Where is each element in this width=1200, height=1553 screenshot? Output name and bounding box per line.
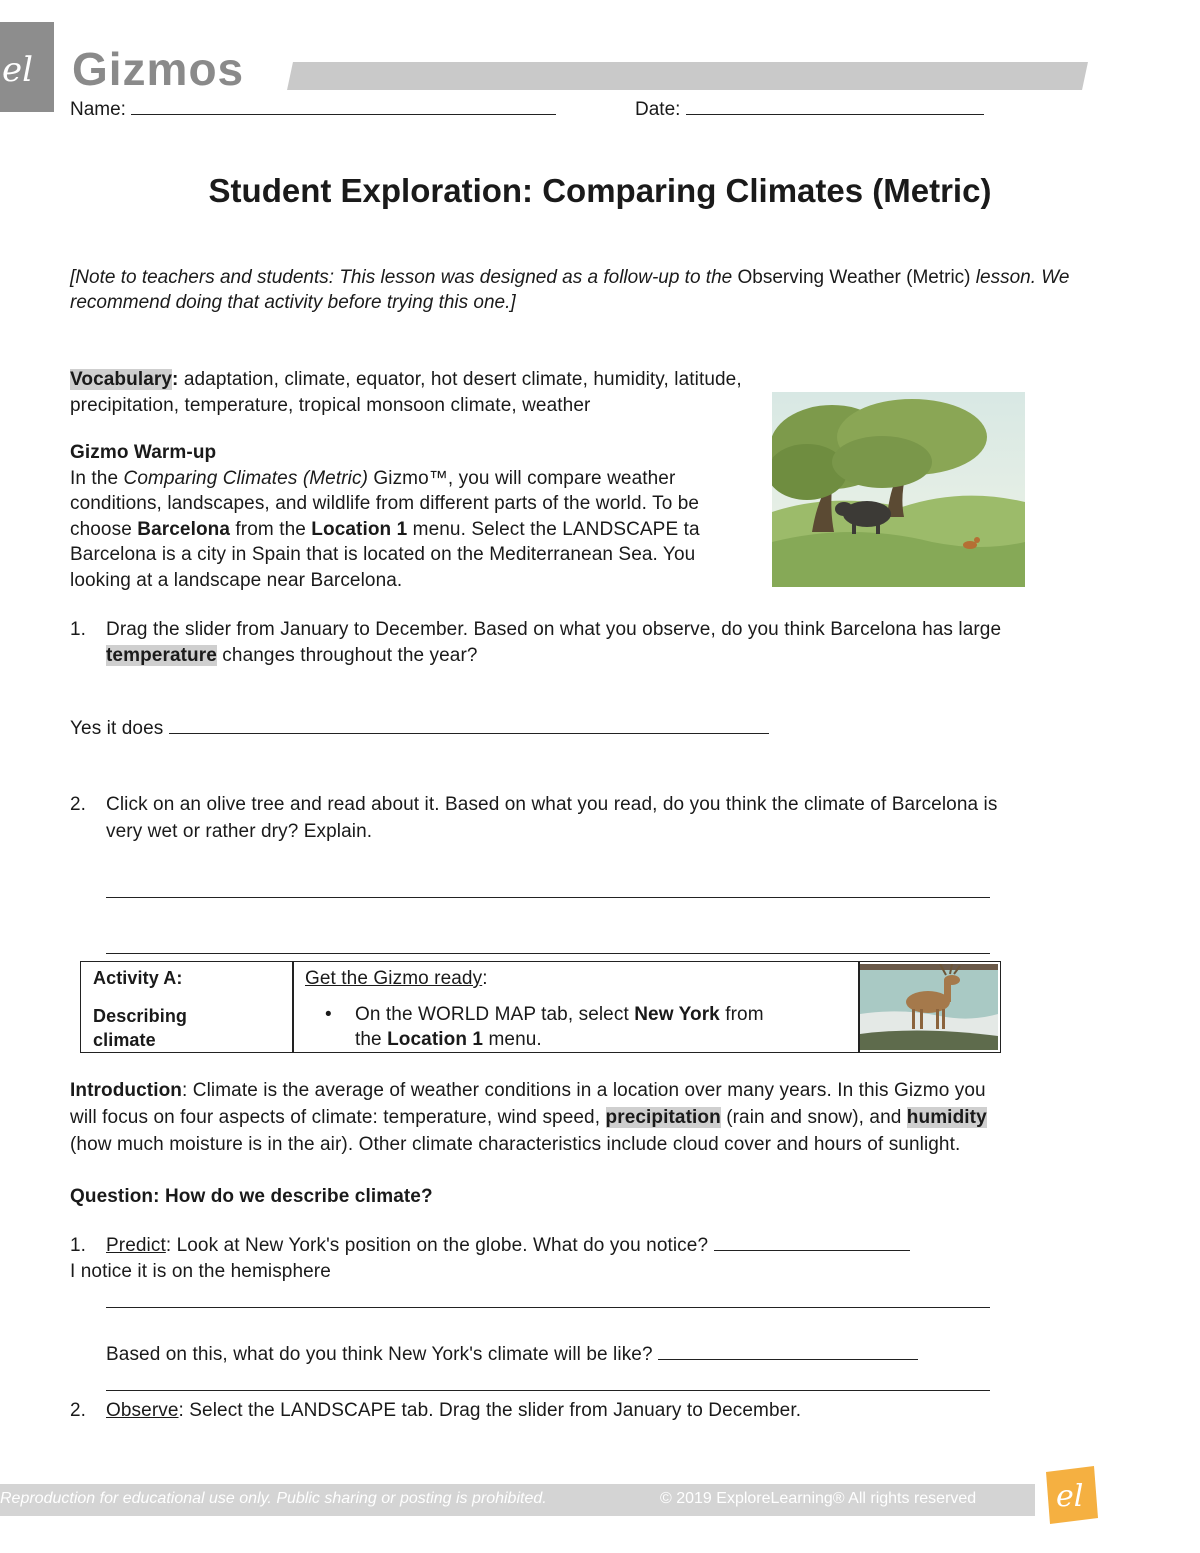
q1-number: 1. [70,619,87,640]
predict-answer-line[interactable] [714,1250,910,1251]
q1-answer[interactable]: Yes it does [70,716,769,742]
predict-answer-line-2[interactable] [106,1307,990,1308]
deer-image [860,964,998,1050]
footer-disclaimer: Reproduction for educational use only. Public sharing or posting is prohibited. [0,1490,547,1507]
explorelearning-logo: el [0,22,54,112]
date-label: Date: [635,99,681,120]
date-field [635,99,984,121]
teacher-note: [Note to teachers and students: This lesson was designed as a follow-up to the Observing Weather (Metric) lesson. We recommend doing that activity before trying this one.] [70,267,1070,313]
follow-up-question: Based on this, what do you think New York's climate will be like? [106,1342,918,1368]
q2-number: 2. [70,794,87,815]
warmup-section: Gizmo Warm-up In the Comparing Climates (Metric) Gizmo™, you will compare weather conditions, landscapes, and wildlife from different parts of the world. To be choose Barcelona from the Location 1 menu. Select the LANDSCAPE ta Barcelona is a city in Spain that is located on the Mediterranean Sea. You looking at a landscape near Barcelona. [70,440,770,593]
activity-instruction: • On the WORLD MAP tab, select New York from the Location 1 menu. [325,1004,764,1050]
svg-text:el: el [1056,1479,1084,1514]
header-bar [287,62,1088,90]
warmup-heading: Gizmo Warm-up [70,442,217,463]
barcelona-landscape-image [772,392,1025,587]
date-line[interactable] [686,114,984,115]
name-label: Name: [70,99,126,120]
q2-answer-line-1[interactable] [106,897,990,898]
question-heading: Question: How do we describe climate? [70,1186,433,1207]
footer-copyright: © 2019 ExploreLearning® All rights reserved [660,1490,977,1507]
gizmos-brand: Gizmos [72,43,245,95]
follow-up-answer-line-2[interactable] [106,1390,990,1391]
activity-title: Describing climate [93,1006,188,1050]
vocabulary: Vocabulary: adaptation, climate, equator, hot desert climate, humidity, latitude, precipitation, temperature, tropical monsoon climate, weather [70,369,742,416]
vocabulary-label: Vocabulary [70,369,173,390]
name-line[interactable] [131,114,556,115]
activity-label: Activity A: [93,968,183,988]
predict-answer[interactable]: I notice it is on the hemisphere [70,1261,331,1282]
activity-a-table [80,961,1001,1053]
name-field [70,99,556,121]
page-title: Student Exploration: Comparing Climates (Metric) [208,172,992,209]
introduction: Introduction: Climate is the average of weather conditions in a location over many years. In this Gizmo you will focus on four aspects of climate: temperature, wind speed, precipitation (rain and snow), and humidity (how much moisture is in the air). Other climate characteristics include cloud cover and hours of sunlight. [70,1080,987,1155]
get-gizmo-ready: Get the Gizmo ready: [305,968,488,989]
explorelearning-footer-logo [1040,1462,1100,1526]
q2-answer-line-2[interactable] [106,953,990,954]
follow-up-answer-line[interactable] [658,1359,918,1360]
